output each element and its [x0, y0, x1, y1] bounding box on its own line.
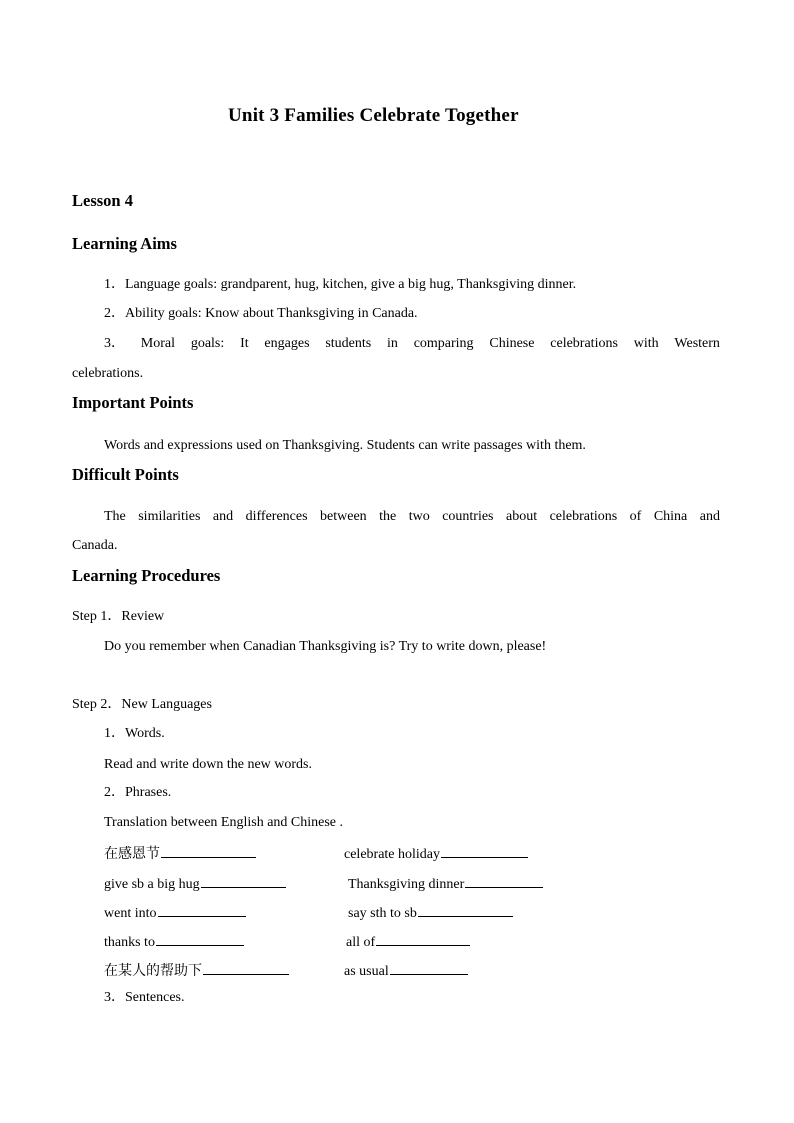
phrase-left-3 — [104, 902, 246, 923]
learning-aims-heading: Learning Aims — [72, 234, 177, 253]
important-points-heading: Important Points — [72, 393, 194, 412]
phrase-text: say sth to sb — [348, 906, 417, 921]
answer-blank[interactable] — [418, 902, 513, 917]
phrase-text: give sb a big hug — [104, 877, 200, 892]
word: The — [104, 509, 126, 524]
aim-moral-goals-continued: celebrations. — [72, 366, 144, 381]
phrase-text: went into — [104, 906, 157, 921]
word: comparing — [413, 336, 474, 351]
word: celebrations — [550, 336, 618, 351]
word: of — [629, 509, 642, 524]
phrase-left-2 — [104, 873, 286, 894]
phrase-text: thanks to — [104, 935, 155, 950]
word: celebrations — [549, 509, 618, 524]
phrase-right-5 — [344, 960, 468, 981]
answer-blank[interactable] — [156, 931, 244, 946]
phrases-label: 2．Phrases. — [104, 785, 172, 800]
aim-ability-goals: 2．Ability goals: Know about Thanksgiving in Canada. — [104, 306, 418, 321]
word: with — [633, 336, 659, 351]
aim-language-goals: 1．Language goals: grandparent, hug, kitchen, give a big hug, Thanksgiving dinner. — [104, 277, 577, 292]
words-label: 1．Words. — [104, 726, 165, 741]
step1-label: Step 1．Review — [72, 609, 165, 624]
answer-blank[interactable] — [441, 843, 528, 858]
word: It — [240, 336, 249, 351]
aim-moral-goals — [104, 335, 720, 353]
word: Moral — [140, 336, 176, 351]
answer-blank[interactable] — [376, 931, 470, 946]
sentences-label: 3．Sentences. — [104, 990, 185, 1005]
word: students — [325, 336, 372, 351]
phrase-left-5 — [104, 960, 289, 981]
answer-blank[interactable] — [201, 873, 286, 888]
phrase-left-4 — [104, 931, 244, 952]
phrase-right-4 — [346, 931, 470, 952]
difficult-points-text — [104, 508, 720, 526]
phrase-right-3 — [348, 902, 513, 923]
word: differences — [245, 509, 308, 524]
phrase-text: Thanksgiving dinner — [348, 877, 465, 892]
word: the — [379, 509, 397, 524]
phrase-text: 在感恩节 — [104, 847, 160, 862]
word: about — [505, 509, 538, 524]
difficult-points-continued: Canada. — [72, 538, 118, 553]
word: between — [320, 509, 367, 524]
word: engages — [264, 336, 310, 351]
phrase-text: as usual — [344, 964, 389, 979]
word: countries — [442, 509, 494, 524]
phrase-right-2 — [348, 873, 543, 894]
lesson-heading: Lesson 4 — [72, 191, 133, 210]
answer-blank[interactable] — [161, 843, 256, 858]
answer-blank[interactable] — [158, 902, 246, 917]
answer-blank[interactable] — [465, 873, 543, 888]
step2-label: Step 2．New Languages — [72, 697, 212, 712]
words-text: Read and write down the new words. — [104, 757, 313, 772]
phrase-right-1 — [344, 843, 528, 864]
learning-procedures-heading: Learning Procedures — [72, 566, 221, 585]
answer-blank[interactable] — [390, 960, 468, 975]
difficult-points-line — [104, 508, 720, 526]
difficult-points-heading: Difficult Points — [72, 465, 179, 484]
phrase-text: 在某人的帮助下 — [104, 964, 202, 979]
word: Chinese — [489, 336, 535, 351]
word: in — [387, 336, 398, 351]
word: Western — [674, 336, 720, 351]
word: goals: — [190, 336, 225, 351]
phrases-text: Translation between English and Chinese . — [104, 815, 344, 830]
answer-blank[interactable] — [203, 960, 289, 975]
aim-moral-goals-line — [104, 335, 720, 353]
phrase-text: all of — [346, 935, 376, 950]
page-title: Unit 3 Families Celebrate Together — [228, 105, 519, 126]
word: 3． — [104, 336, 125, 351]
step1-text: Do you remember when Canadian Thanksgiving is? Try to write down, please! — [104, 639, 547, 654]
word: similarities — [138, 509, 201, 524]
word: two — [408, 509, 430, 524]
phrase-text: celebrate holiday — [344, 847, 441, 862]
important-points-text: Words and expressions used on Thanksgiving. Students can write passages with them. — [104, 438, 586, 453]
word: China — [653, 509, 688, 524]
word: and — [212, 509, 234, 524]
phrase-left-1 — [104, 843, 256, 864]
word: and — [699, 509, 720, 524]
